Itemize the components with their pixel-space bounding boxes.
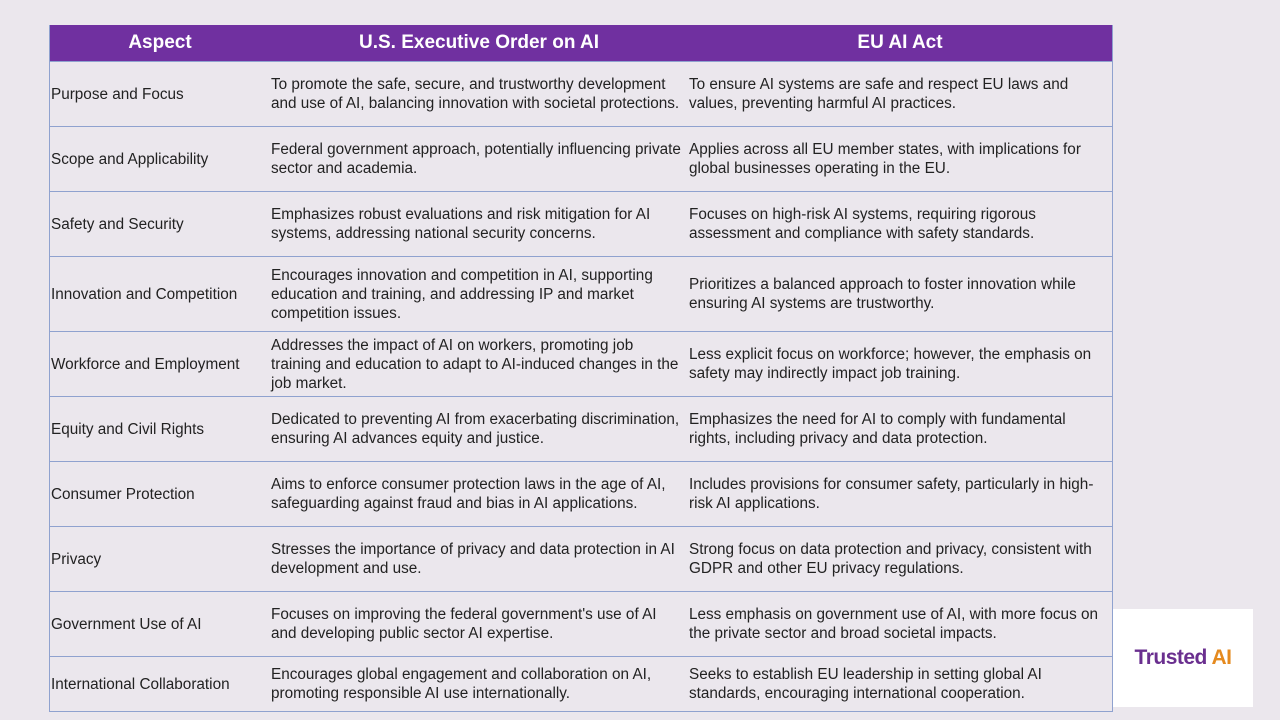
table-row (50, 396, 1112, 461)
aspect-cell: Innovation and Competition (51, 285, 238, 303)
table-row (50, 256, 1112, 331)
us-cell: Focuses on improving the federal government's use of AI and developing public sector AI expertise. (271, 606, 657, 642)
table-row (50, 126, 1112, 191)
table-row (50, 591, 1112, 656)
table-header (50, 25, 1112, 61)
aspect-cell: Workforce and Employment (51, 355, 240, 373)
table-row (50, 331, 1112, 396)
header-us-executive-order: U.S. Executive Order on AI (358, 32, 600, 53)
logo-word: Trusted (1134, 646, 1207, 669)
trusted-ai-logo (1113, 609, 1253, 707)
us-cell: Encourages global engagement and collaboration on AI, promoting responsible AI use internationally. (271, 666, 652, 702)
eu-cell: Focuses on high-risk AI systems, requiring rigorous assessment and compliance with safety standards. (689, 206, 1036, 242)
aspect-cell: Purpose and Focus (51, 85, 184, 103)
eu-cell: Applies across all EU member states, with implications for global businesses operating in the EU. (689, 141, 1081, 177)
aspect-cell: Safety and Security (51, 215, 184, 233)
table-row (50, 191, 1112, 256)
us-cell: Encourages innovation and competition in AI, supporting education and training, and addressing IP and market competition issues. (271, 266, 653, 322)
logo-ai: AI (1211, 646, 1232, 669)
us-cell: Aims to enforce consumer protection laws in the age of AI, safeguarding against fraud and bias in AI applications. (271, 476, 666, 512)
table-row (50, 656, 1112, 711)
eu-cell: To ensure AI systems are safe and respect EU laws and values, preventing harmful AI practices. (689, 76, 1069, 112)
eu-cell: Seeks to establish EU leadership in setting global AI standards, encouraging international cooperation. (689, 666, 1042, 702)
aspect-cell: Equity and Civil Rights (51, 420, 205, 438)
aspect-cell: Government Use of AI (51, 615, 202, 633)
aspect-cell: Scope and Applicability (51, 150, 209, 168)
us-cell: Emphasizes robust evaluations and risk mitigation for AI systems, addressing national security concerns. (271, 206, 651, 242)
aspect-cell: Consumer Protection (51, 485, 195, 503)
eu-cell: Strong focus on data protection and privacy, consistent with GDPR and other EU privacy regulations. (689, 541, 1092, 577)
header-aspect: Aspect (128, 32, 192, 53)
eu-cell: Includes provisions for consumer safety, particularly in high-risk AI applications. (689, 476, 1094, 512)
eu-cell: Emphasizes the need for AI to comply with fundamental rights, including privacy and data protection. (689, 411, 1066, 447)
eu-cell: Less explicit focus on workforce; however, the emphasis on safety may indirectly impact job training. (689, 346, 1092, 382)
eu-cell: Less emphasis on government use of AI, with more focus on the private sector and broad societal impacts. (689, 606, 1098, 642)
us-cell: Dedicated to preventing AI from exacerbating discrimination, ensuring AI advances equity and justice. (271, 411, 680, 447)
us-cell: To promote the safe, secure, and trustworthy development and use of AI, balancing innovation with societal protections. (271, 76, 680, 112)
aspect-cell: International Collaboration (51, 675, 230, 693)
table-row (50, 61, 1112, 126)
table-row (50, 461, 1112, 526)
us-cell: Addresses the impact of AI on workers, promoting job training and education to adapt to AI-induced changes in the job market. (271, 336, 679, 392)
comparison-table (49, 25, 1113, 712)
logo-text (1135, 646, 1232, 670)
table-row (50, 526, 1112, 591)
us-cell: Stresses the importance of privacy and data protection in AI development and use. (271, 541, 675, 577)
eu-cell: Prioritizes a balanced approach to foster innovation while ensuring AI systems are trustworthy. (689, 276, 1076, 312)
header-eu-ai-act: EU AI Act (857, 32, 943, 53)
aspect-cell: Privacy (51, 550, 102, 568)
us-cell: Federal government approach, potentially influencing private sector and academia. (271, 141, 681, 177)
